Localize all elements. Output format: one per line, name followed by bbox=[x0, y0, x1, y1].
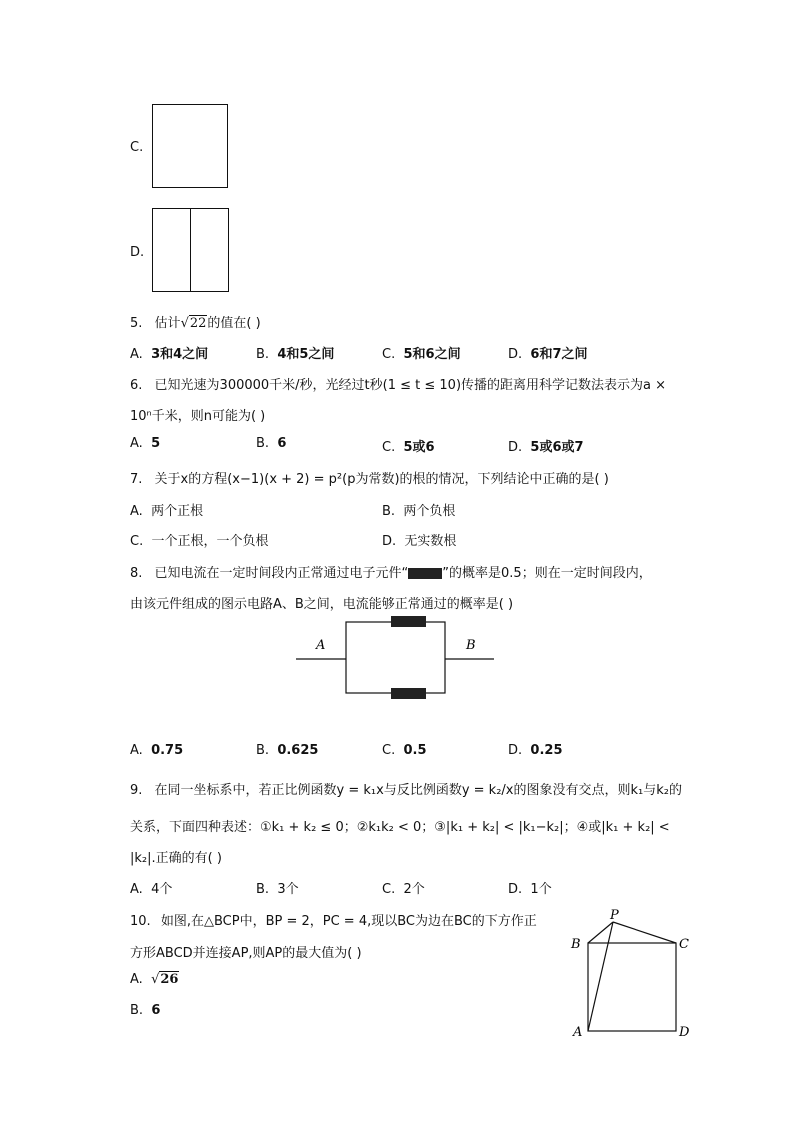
q8-option-c: C. 0.5 bbox=[382, 743, 427, 758]
q10-line2: 方形ABCD并连接AP,则AP的最大值为( ) bbox=[130, 946, 362, 961]
q4-option-d-divider bbox=[190, 209, 191, 291]
electronic-component-icon bbox=[408, 568, 442, 579]
q5-option-a: A. 3和4之间 bbox=[130, 347, 209, 362]
point-a-label: A bbox=[573, 1025, 583, 1040]
q5-option-d: D. 6和7之间 bbox=[508, 347, 588, 362]
segment-pc bbox=[613, 922, 676, 943]
square-abcd bbox=[588, 943, 676, 1031]
q10-option-a bbox=[130, 972, 179, 987]
q5-text-post: 的值在( ) bbox=[207, 316, 261, 331]
q6-option-d: D. 5或6或7 bbox=[508, 440, 584, 455]
q4-option-d-figure bbox=[152, 208, 229, 292]
q10-option-a-label: A. bbox=[130, 972, 143, 987]
q8-option-d: D. 0.25 bbox=[508, 743, 563, 758]
q9-option-b: B. 3个 bbox=[256, 882, 299, 897]
q7-option-c: C. 一个正根，一个负根 bbox=[130, 534, 269, 549]
q6-option-c: C. 5或6 bbox=[382, 440, 435, 455]
q8-line2: 由该元件组成的图示电路A、B之间，电流能够正常通过的概率是( ) bbox=[130, 597, 514, 612]
q6-option-a: A. 5 bbox=[130, 436, 161, 451]
q5-stem bbox=[130, 312, 261, 331]
point-b-label: B bbox=[571, 937, 581, 952]
q5-radicand: 22 bbox=[189, 316, 207, 331]
q9-text-line1: 在同一坐标系中，若正比例函数y = k₁x与反比例函数y = k₂/x的图象没有交点，则k₁与k₂的 bbox=[154, 783, 682, 798]
circuit-loop bbox=[346, 622, 445, 693]
q6-line1 bbox=[130, 374, 666, 393]
q10-option-a-sqrt: √26 bbox=[151, 972, 179, 987]
q8-text-pre: 已知电流在一定时间段内正常通过电子元件“ bbox=[154, 566, 409, 581]
point-p-label: P bbox=[610, 908, 619, 923]
q9-line1 bbox=[130, 779, 682, 798]
q4-option-c-label: C. bbox=[130, 140, 144, 155]
q6-line2: 10ⁿ千米，则n可能为( ) bbox=[130, 409, 266, 424]
q7-number: 7. bbox=[130, 472, 143, 487]
q9-line2: 关系，下面四种表述：①k₁ + k₂ ≤ 0；②k₁k₂ < 0；③|k₁ + k₂| < |k₁−k₂|；④或|k₁ + k₂| < bbox=[130, 820, 670, 835]
q10-option-b-label: B. bbox=[130, 1003, 144, 1018]
q8-text-post: ”的概率是0.5；则在一定时间段内， bbox=[442, 566, 652, 581]
q8-circuit-diagram bbox=[290, 612, 500, 704]
q10-option-a-radicand: 26 bbox=[160, 972, 179, 987]
q8-option-a: A. 0.75 bbox=[130, 743, 184, 758]
q6-option-b: B. 6 bbox=[256, 436, 287, 451]
q7-stem bbox=[130, 468, 609, 487]
q10-text-line1: 如图,在△BCP中，BP = 2，PC = 4,现以BC为边在BC的下方作正 bbox=[160, 914, 537, 929]
circuit-component-bottom bbox=[391, 688, 426, 699]
q9-option-d: D. 1个 bbox=[508, 882, 552, 897]
point-c-label: C bbox=[679, 937, 689, 952]
q10-number: 10. bbox=[130, 914, 151, 929]
q9-line3: |k₂|.正确的有( ) bbox=[130, 851, 222, 866]
q10-option-b-text: 6 bbox=[151, 1003, 161, 1018]
circuit-label-a: A bbox=[316, 638, 326, 653]
q10-geometry-figure bbox=[565, 904, 700, 1044]
q5-text-pre: 估计 bbox=[154, 316, 181, 331]
q8-line1 bbox=[130, 562, 652, 581]
q9-option-c: C. 2个 bbox=[382, 882, 425, 897]
q4-option-d-label: D. bbox=[130, 245, 145, 260]
q6-number: 6. bbox=[130, 378, 143, 393]
q7-option-d: D. 无实数根 bbox=[382, 534, 457, 549]
q9-option-a: A. 4个 bbox=[130, 882, 173, 897]
segment-ap bbox=[588, 922, 613, 1031]
q6-text-line1: 已知光速为300000千米/秒，光经过t秒(1 ≤ t ≤ 10)传播的距离用科学记数法表示为a × bbox=[154, 378, 667, 393]
q5-option-c: C. 5和6之间 bbox=[382, 347, 461, 362]
q8-number: 8. bbox=[130, 566, 143, 581]
q7-option-b: B. 两个负根 bbox=[382, 504, 456, 519]
q7-text: 关于x的方程(x−1)(x + 2) = p²(p为常数)的根的情况，下列结论中正确的是( ) bbox=[154, 472, 609, 487]
q10-line1 bbox=[130, 910, 537, 929]
q5-number: 5. bbox=[130, 316, 143, 331]
q5-sqrt: √22 bbox=[180, 316, 207, 331]
circuit-component-top bbox=[391, 616, 426, 627]
q10-option-b bbox=[130, 1003, 160, 1018]
q9-number: 9. bbox=[130, 783, 143, 798]
q4-option-c-figure bbox=[152, 104, 228, 188]
q7-option-a: A. 两个正根 bbox=[130, 504, 204, 519]
point-d-label: D bbox=[679, 1025, 690, 1040]
circuit-label-b: B bbox=[466, 638, 476, 653]
q8-option-b: B. 0.625 bbox=[256, 743, 319, 758]
q5-option-b: B. 4和5之间 bbox=[256, 347, 335, 362]
